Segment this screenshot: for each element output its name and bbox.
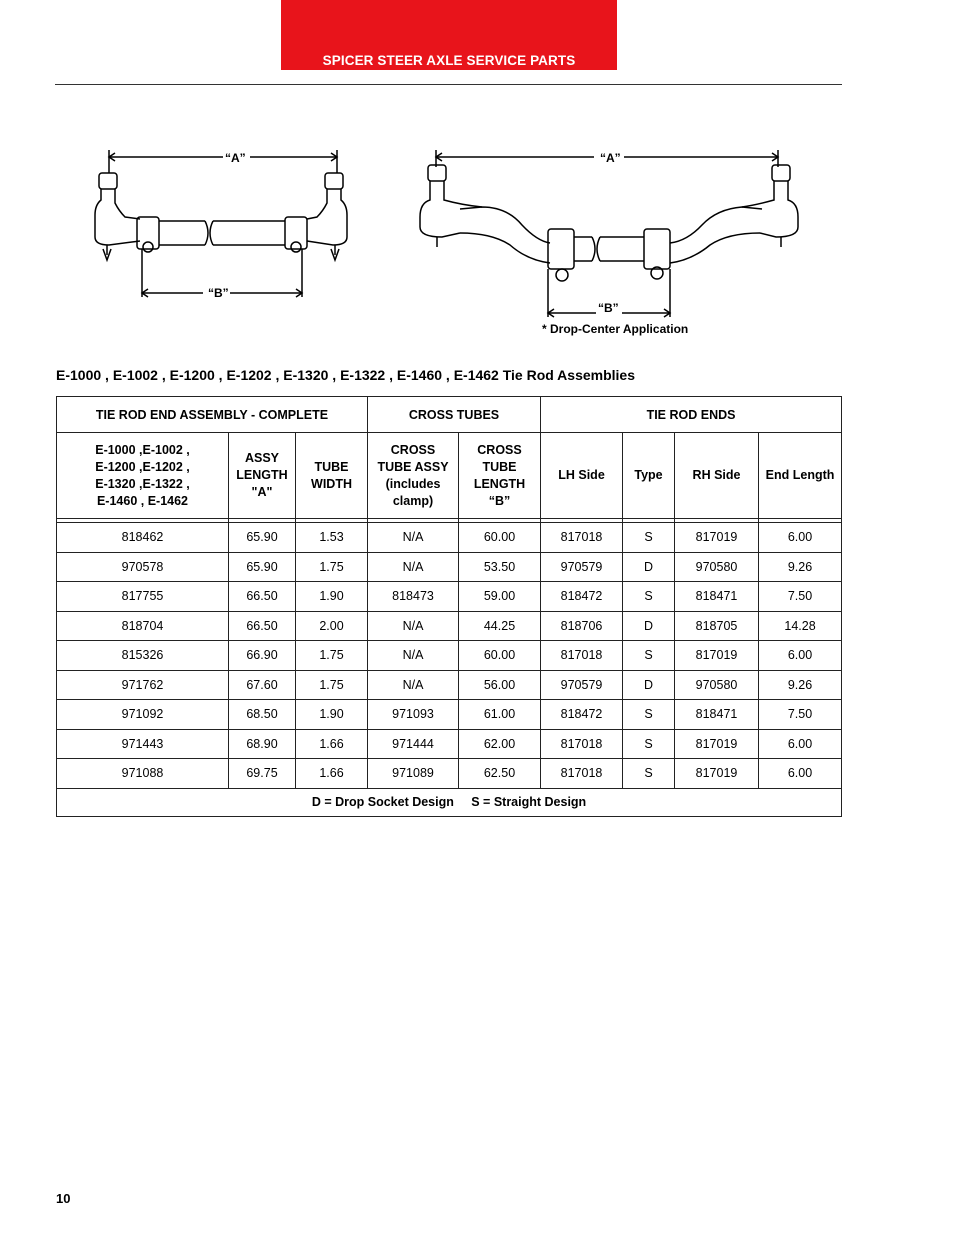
group-header-assembly: TIE ROD END ASSEMBLY - COMPLETE <box>57 397 368 433</box>
table-row: 971092 68.50 1.90 971093 61.00 818472 S 818471 7.50 <box>57 700 842 730</box>
dimension-a-label: “A” <box>600 151 621 165</box>
column-header-cross-tube-length: CROSS TUBE LENGTH “B” <box>459 433 541 519</box>
page-number: 10 <box>56 1191 71 1206</box>
column-header-models: E-1000 ,E-1002 , E-1200 ,E-1202 , E-1320 ,E-1322 , E-1460 , E-1462 <box>57 433 229 519</box>
group-header-tie-rod-ends: TIE ROD ENDS <box>541 397 842 433</box>
column-header-type: Type <box>623 433 675 519</box>
drop-center-tie-rod-diagram <box>412 145 812 320</box>
table-row: 971762 67.60 1.75 N/A 56.00 970579 D 970580 9.26 <box>57 670 842 700</box>
straight-tie-rod-diagram <box>85 145 375 305</box>
table-footnote: D = Drop Socket Design S = Straight Design <box>57 788 842 816</box>
tie-rod-assemblies-table <box>56 396 842 817</box>
table-row: 971088 69.75 1.66 971089 62.50 817018 S 817019 6.00 <box>57 759 842 789</box>
table-row: 818704 66.50 2.00 N/A 44.25 818706 D 818705 14.28 <box>57 611 842 641</box>
table-caption: E-1000 , E-1002 , E-1200 , E-1202 , E-1320 , E-1322 , E-1460 , E-1462 Tie Rod Assemblies <box>56 367 635 383</box>
dimension-b-label: “B” <box>598 301 619 315</box>
column-header-cross-tube-assy: CROSS TUBE ASSY (includes clamp) <box>368 433 459 519</box>
column-header-assy-length: ASSY LENGTH "A" <box>229 433 296 519</box>
table-row: 970578 65.90 1.75 N/A 53.50 970579 D 970580 9.26 <box>57 552 842 582</box>
header-banner <box>281 0 617 70</box>
column-header-lh-side: LH Side <box>541 433 623 519</box>
column-header-rh-side: RH Side <box>675 433 759 519</box>
drop-center-note: * Drop-Center Application <box>542 322 689 336</box>
table-row: 971443 68.90 1.66 971444 62.00 817018 S 817019 6.00 <box>57 729 842 759</box>
table-row: 818462 65.90 1.53 N/A 60.00 817018 S 817019 6.00 <box>57 523 842 553</box>
table-row: 817755 66.50 1.90 818473 59.00 818472 S 818471 7.50 <box>57 582 842 612</box>
column-header-tube-width: TUBE WIDTH <box>296 433 368 519</box>
table-row: 815326 66.90 1.75 N/A 60.00 817018 S 817019 6.00 <box>57 641 842 671</box>
column-header-end-length: End Length <box>759 433 842 519</box>
group-header-cross-tubes: CROSS TUBES <box>368 397 541 433</box>
dimension-b-label: “B” <box>208 286 229 300</box>
header-rule <box>55 84 842 85</box>
dimension-a-label: “A” <box>225 151 246 165</box>
header-title: SPICER STEER AXLE SERVICE PARTS <box>322 53 576 68</box>
